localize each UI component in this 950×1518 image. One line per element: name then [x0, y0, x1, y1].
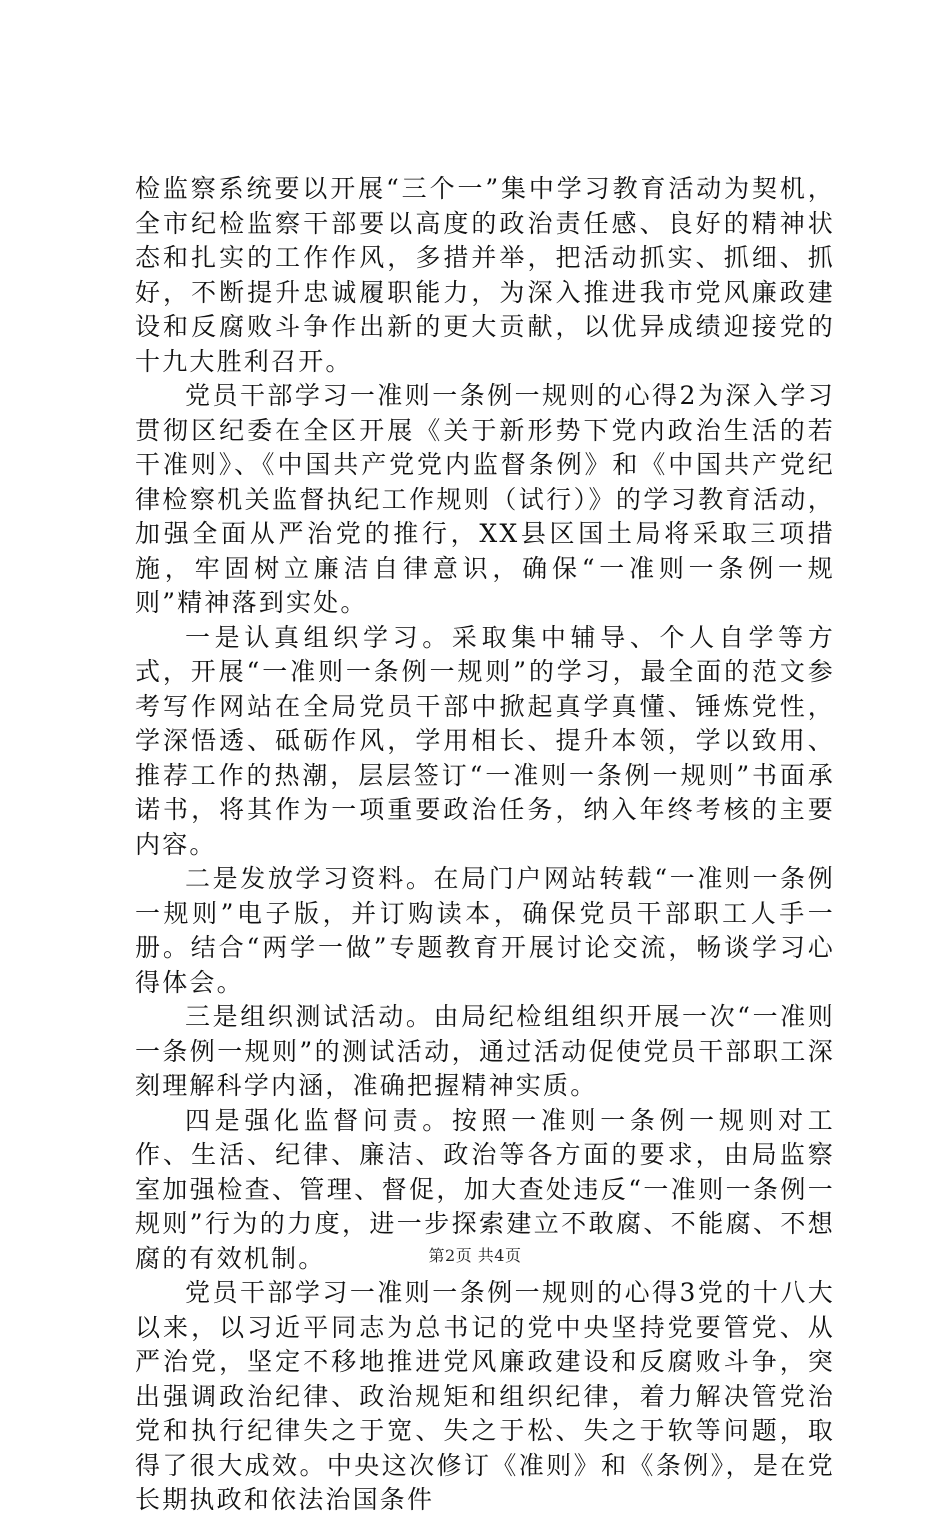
paragraph-continuation: 检监察系统要以开展“三个一”集中学习教育活动为契机，全市纪检监察干部要以高度的政治责任感、良好的精神状态和扎实的工作作风，多措并举，把活动抓实、抓细、抓好，不断提升忠诚履职能力，为深入推进我市党风廉政建设和反腐败斗争作出新的更大贡献，以优异成绩迎接党的十九大胜利召开。 [135, 174, 835, 376]
paragraph-measure-2: 二是发放学习资料。在局门户网站转载“一准则一条例一规则”电子版，并订购读本，确保党员干部职工人手一册。结合“两学一做”专题教育开展讨论交流，畅谈学习心得体会。 [135, 864, 835, 997]
document-body [135, 172, 835, 1518]
paragraph-measure-3: 三是组织测试活动。由局纪检组组织开展一次“一准则一条例一规则”的测试活动，通过活动促使党员干部职工深刻理解科学内涵，准确把握精神实质。 [135, 1002, 835, 1100]
page-footer: 第2页 共4页 [428, 1246, 522, 1265]
paragraph-heading-3: 党员干部学习一准则一条例一规则的心得3党的十八大以来，以习近平同志为总书记的党中央坚持党要管党、从严治党，坚定不移地推进党风廉政建设和反腐败斗争，突出强调政治纪律、政治规矩和组织纪律，着力解决管党治党和执行纪律失之于宽、失之于松、失之于软等问题，取得了很大成效。中央这次修订《准则》和《条例》，是在党长期执政和依法治国条件 [135, 1278, 835, 1514]
paragraph-measure-1: 一是认真组织学习。采取集中辅导、个人自学等方式，开展“一准则一条例一规则”的学习，最全面的范文参考写作网站在全局党员干部中掀起真学真懂、锤炼党性，学深悟透、砥砺作风，学用相长、提升本领，学以致用、推荐工作的热潮，层层签订“一准则一条例一规则”书面承诺书，将其作为一项重要政治任务，纳入年终考核的主要内容。 [135, 622, 835, 859]
paragraph-heading-2: 党员干部学习一准则一条例一规则的心得2为深入学习贯彻区纪委在全区开展《关于新形势下党内政治生活的若干准则》、《中国共产党党内监督条例》和《中国共产党纪律检察机关监督执纪工作规则（试行）》的学习教育活动，加强全面从严治党的推行，XX县区国土局将采取三项措施，牢固树立廉洁自律意识，确保“一准则一条例一规则”精神落到实处。 [135, 381, 835, 617]
paragraph-measure-4: 四是强化监督问责。按照一准则一条例一规则对工作、生活、纪律、廉洁、政治等各方面的要求，由局监察室加强检查、管理、督促，加大查处违反“一准则一条例一规则”行为的力度，进一步探索建立不敢腐、不能腐、不想腐的有效机制。 [135, 1105, 835, 1273]
